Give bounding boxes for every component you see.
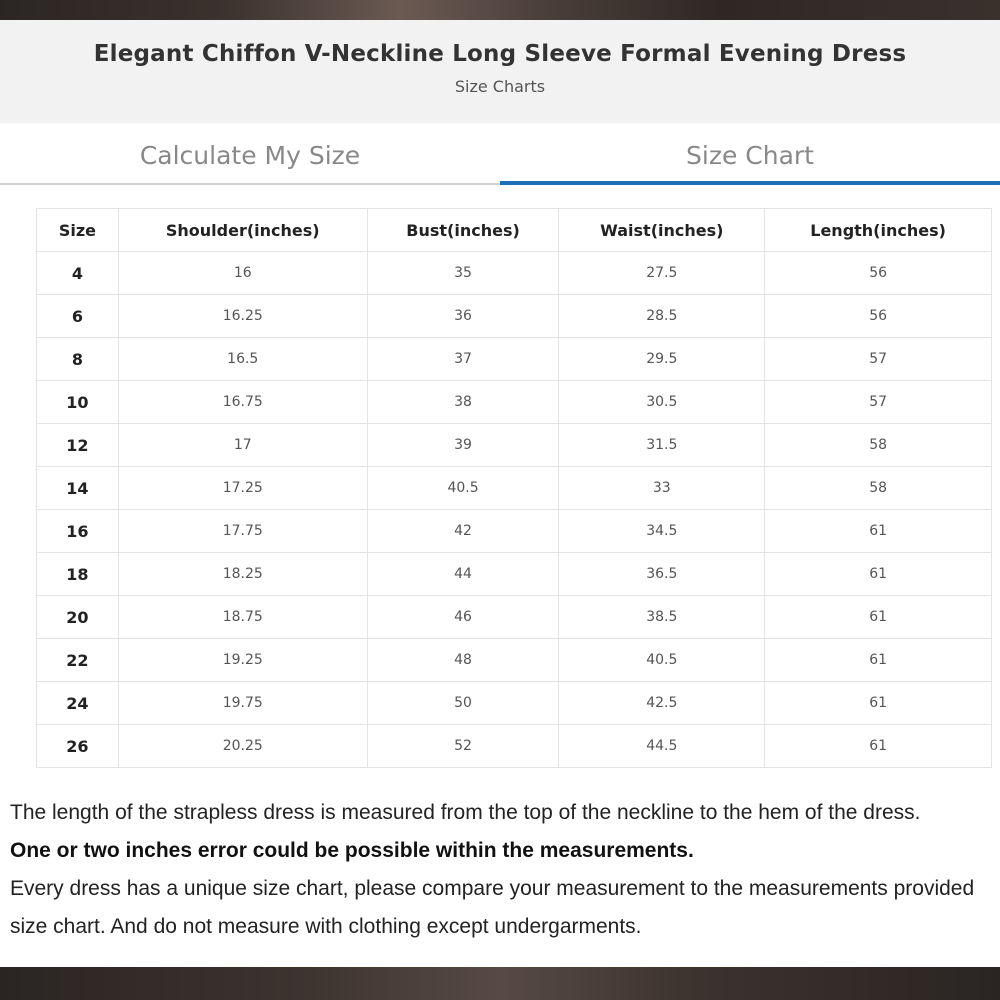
bust-cell: 42 [367, 510, 559, 553]
shoulder-cell: 17 [118, 424, 367, 467]
bust-cell: 50 [367, 682, 559, 725]
modal-title: Elegant Chiffon V-Neckline Long Sleeve Formal Evening Dress [93, 41, 907, 67]
shoulder-cell: 16.75 [118, 381, 367, 424]
bust-cell: 46 [367, 596, 559, 639]
shoulder-cell: 18.75 [118, 596, 367, 639]
waist-cell: 38.5 [559, 596, 765, 639]
table-row [37, 338, 992, 381]
bust-cell: 35 [367, 252, 559, 295]
length-cell: 57 [765, 338, 992, 381]
size-cell: 16 [37, 510, 119, 553]
waist-cell: 42.5 [559, 682, 765, 725]
tab-size-chart[interactable]: Size Chart [500, 123, 1000, 185]
waist-cell: 30.5 [559, 381, 765, 424]
size-table-container [0, 185, 1000, 768]
length-cell: 61 [765, 725, 992, 768]
note-error-warning: One or two inches error could be possible within the measurements. [10, 839, 694, 862]
note-clothing-advice: size chart. And do not measure with clothing except undergarments. [10, 915, 642, 938]
waist-cell: 33 [559, 467, 765, 510]
column-header-bust: Bust(inches) [367, 209, 559, 252]
table-row [37, 725, 992, 768]
waist-cell: 34.5 [559, 510, 765, 553]
column-header-length: Length(inches) [765, 209, 992, 252]
size-cell: 6 [37, 295, 119, 338]
shoulder-cell: 20.25 [118, 725, 367, 768]
size-cell: 24 [37, 682, 119, 725]
length-cell: 61 [765, 639, 992, 682]
waist-cell: 44.5 [559, 725, 765, 768]
table-row [37, 252, 992, 295]
shoulder-cell: 19.75 [118, 682, 367, 725]
table-row [37, 682, 992, 725]
length-cell: 61 [765, 682, 992, 725]
backdrop-photo-bottom [0, 967, 1000, 1000]
bust-cell: 39 [367, 424, 559, 467]
size-cell: 26 [37, 725, 119, 768]
table-row [37, 381, 992, 424]
modal-header [0, 20, 1000, 123]
tab-bar [0, 123, 1000, 185]
waist-cell: 28.5 [559, 295, 765, 338]
size-cell: 14 [37, 467, 119, 510]
column-header-waist: Waist(inches) [559, 209, 765, 252]
waist-cell: 40.5 [559, 639, 765, 682]
bust-cell: 44 [367, 553, 559, 596]
size-cell: 10 [37, 381, 119, 424]
length-cell: 61 [765, 553, 992, 596]
size-cell: 8 [37, 338, 119, 381]
tab-calculate-my-size[interactable]: Calculate My Size [0, 123, 500, 185]
table-row [37, 639, 992, 682]
shoulder-cell: 18.25 [118, 553, 367, 596]
note-unique-size-chart: Every dress has a unique size chart, please compare your measurement to the measurements provided [10, 877, 975, 900]
size-cell: 12 [37, 424, 119, 467]
shoulder-cell: 19.25 [118, 639, 367, 682]
length-cell: 56 [765, 252, 992, 295]
shoulder-cell: 16.25 [118, 295, 367, 338]
size-chart-modal [0, 20, 1000, 967]
size-cell: 20 [37, 596, 119, 639]
size-cell: 22 [37, 639, 119, 682]
size-cell: 18 [37, 553, 119, 596]
bust-cell: 37 [367, 338, 559, 381]
bust-cell: 40.5 [367, 467, 559, 510]
size-chart-notes [0, 768, 1000, 946]
shoulder-cell: 17.75 [118, 510, 367, 553]
column-header-shoulder: Shoulder(inches) [118, 209, 367, 252]
shoulder-cell: 16.5 [118, 338, 367, 381]
length-cell: 61 [765, 596, 992, 639]
backdrop-photo-top [0, 0, 1000, 20]
length-cell: 58 [765, 467, 992, 510]
table-row [37, 510, 992, 553]
table-row [37, 467, 992, 510]
bust-cell: 52 [367, 725, 559, 768]
bust-cell: 36 [367, 295, 559, 338]
column-header-size: Size [37, 209, 119, 252]
modal-subtitle: Size Charts [454, 77, 546, 96]
waist-cell: 36.5 [559, 553, 765, 596]
shoulder-cell: 17.25 [118, 467, 367, 510]
bust-cell: 38 [367, 381, 559, 424]
size-cell: 4 [37, 252, 119, 295]
table-row [37, 553, 992, 596]
table-row [37, 424, 992, 467]
table-row [37, 295, 992, 338]
length-cell: 56 [765, 295, 992, 338]
length-cell: 58 [765, 424, 992, 467]
table-row [37, 596, 992, 639]
length-cell: 61 [765, 510, 992, 553]
waist-cell: 29.5 [559, 338, 765, 381]
note-measurement-method: The length of the strapless dress is measured from the top of the neckline to the hem of the dress. [10, 801, 921, 824]
size-table [36, 208, 992, 768]
waist-cell: 27.5 [559, 252, 765, 295]
length-cell: 57 [765, 381, 992, 424]
table-header-row [37, 209, 992, 252]
bust-cell: 48 [367, 639, 559, 682]
shoulder-cell: 16 [118, 252, 367, 295]
waist-cell: 31.5 [559, 424, 765, 467]
